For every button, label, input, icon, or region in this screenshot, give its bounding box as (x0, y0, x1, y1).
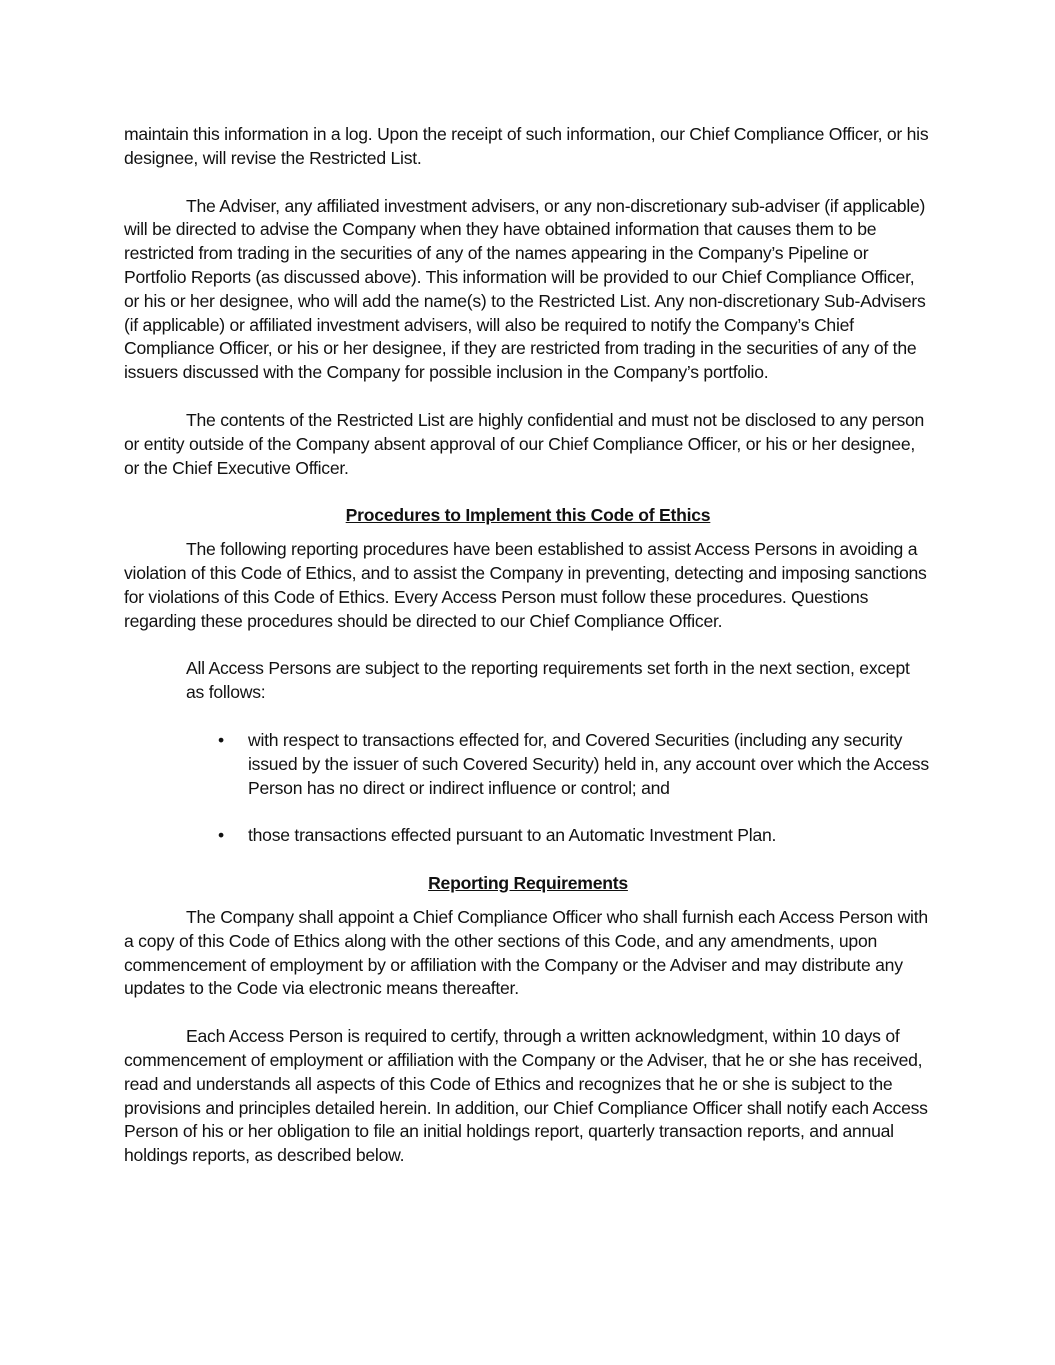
bullet-item (124, 729, 932, 800)
exceptions-bullet-list (124, 729, 932, 848)
bullet-item (124, 824, 932, 848)
paragraph-cco-appointment: The Company shall appoint a Chief Compliance Officer who shall furnish each Access Person with a copy of this Code of Ethics along with the other sections of this Code, and any amendments, upon commencement of employment by or affiliation with the Company or the Adviser and may distribute any updates to the Code via electronic means thereafter. (124, 906, 928, 999)
paragraph-access-persons-exceptions: All Access Persons are subject to the reporting requirements set forth in the next section, except as follows: (186, 658, 910, 703)
paragraph-adviser-restrictions: The Adviser, any affiliated investment advisers, or any non-discretionary sub-adviser (if applicable) will be directed to advise the Company when they have obtained information that causes them to be restricted from trading in the securities of any of the names appearing in the Company’s Pipeline or Portfolio Reports (as discussed above). This information will be provided to our Chief Compliance Officer, or his or her designee, who will add the name(s) to the Restricted List. Any non-discretionary Sub-Advisers (if applicable) or affiliated investment advisers, will also be required to notify the Company’s Chief Compliance Officer, or his or her designee, if they are restricted from trading in the securities of any of the issuers discussed with the Company for possible inclusion in the Company’s portfolio. (124, 195, 926, 383)
paragraph-acknowledgment: Each Access Person is required to certify, through a written acknowledgment, within 10 days of commencement of employment or affiliation with the Company or the Adviser, that he or she has received, read and understands all aspects of this Code of Ethics and recognizes that he or she is subject to the provisions and principles detailed herein. In addition, our Chief Compliance Officer shall notify each Access Person of his or her obligation to file an initial holdings report, quarterly transaction reports, and annual holdings reports, as described below. (124, 1026, 928, 1166)
bullet-text: those transactions effected pursuant to an Automatic Investment Plan. (248, 825, 777, 846)
paragraph-restricted-list-confidential: The contents of the Restricted List are highly confidential and must not be disclosed to any person or entity outside of the Company absent approval of our Chief Compliance Officer, or his or her designee, or the Chief Executive Officer. (124, 409, 925, 478)
bullet-text: with respect to transactions effected for, and Covered Securities (including any security issued by the issuer of such Covered Security) held in, any account over which the Access Person has no direct or indirect influence or control; and (248, 729, 929, 798)
bullet-icon: • (218, 825, 224, 846)
section-heading-reporting-requirements: Reporting Requirements (428, 873, 628, 894)
document-body (124, 123, 932, 1168)
section-heading-procedures: Procedures to Implement this Code of Ethics (345, 505, 711, 526)
bullet-icon: • (218, 729, 224, 750)
paragraph-reporting-procedures: The following reporting procedures have been established to assist Access Persons in avoiding a violation of this Code of Ethics, and to assist the Company in preventing, detecting and imposing sanctions for violations of this Code of Ethics. Every Access Person must follow these procedures. Questions regarding these procedures should be directed to our Chief Compliance Officer. (124, 539, 927, 631)
paragraph-restricted-list-log: maintain this information in a log. Upon the receipt of such information, our Chief Compliance Officer, or his designee, will revise the Restricted List. (124, 124, 929, 168)
